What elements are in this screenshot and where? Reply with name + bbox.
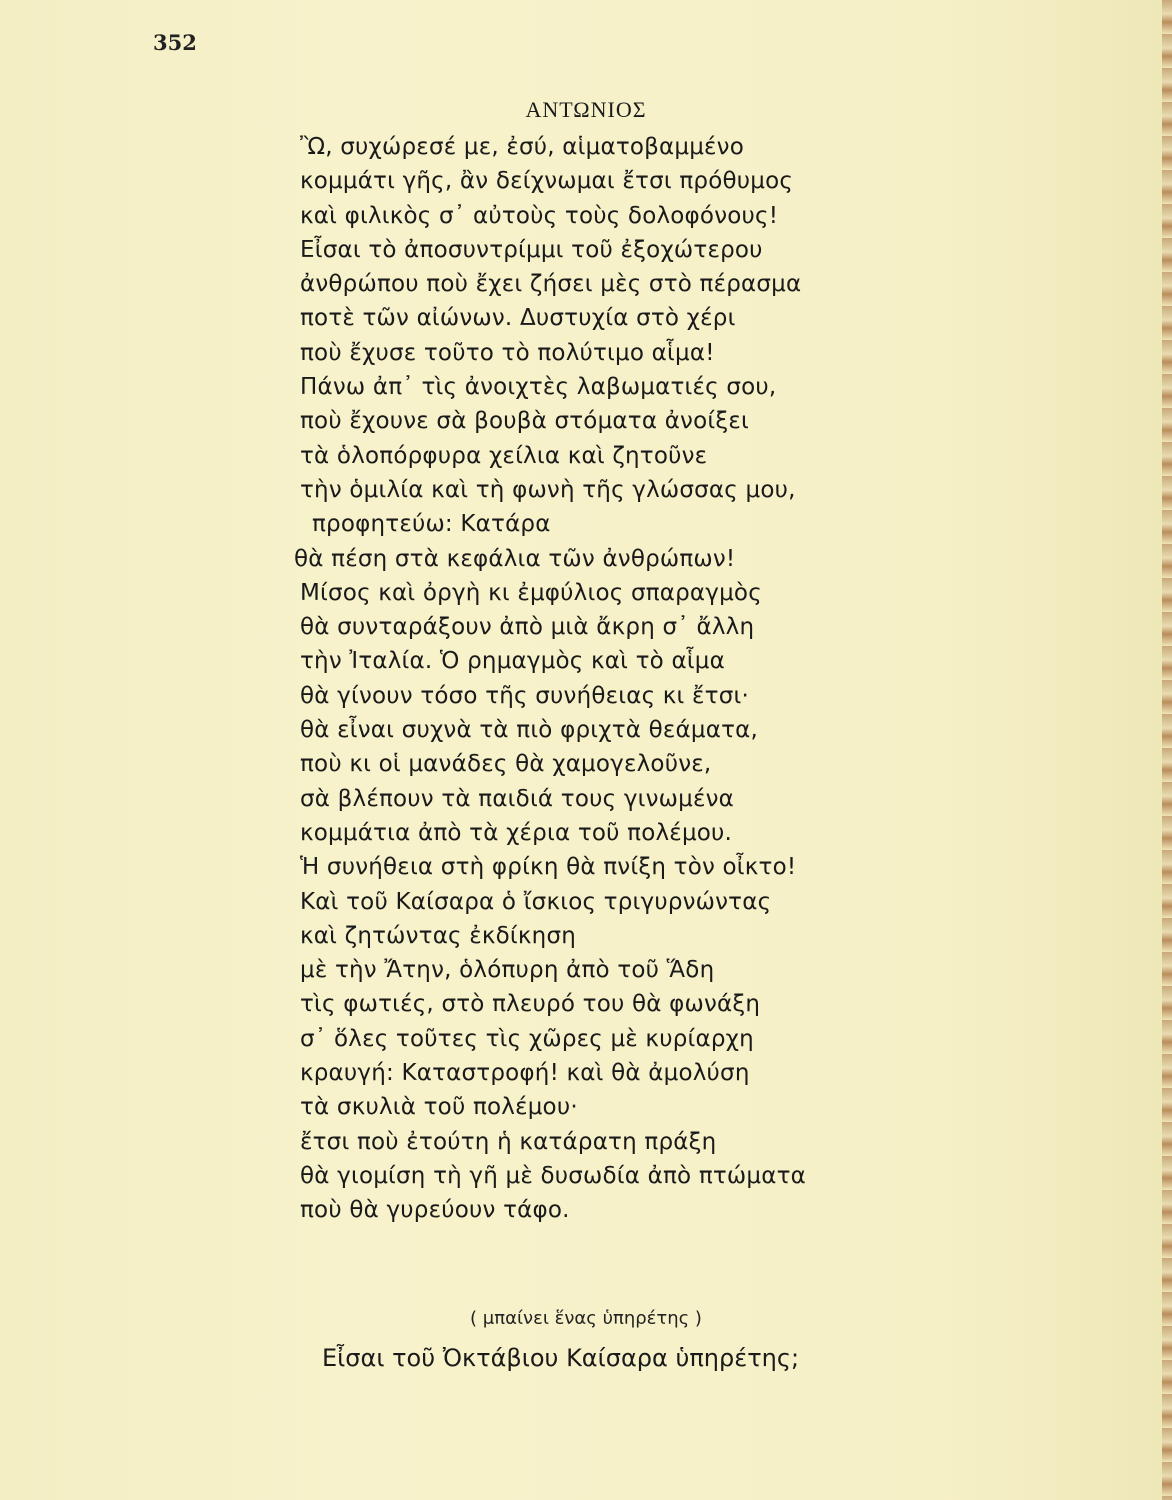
verse-line: θὰ συνταράξουν ἀπὸ μιὰ ἄκρη σ᾽ ἄλλη	[300, 614, 755, 641]
verse-line: θὰ εἶναι συχνὰ τὰ πιὸ φριχτὰ θεάματα,	[300, 717, 759, 744]
verse-line: τὰ σκυλιὰ τοῦ πολέμου·	[300, 1094, 578, 1121]
verse-line: θὰ γιομίση τὴ γῆ μὲ δυσωδία ἀπὸ πτώματα	[300, 1162, 806, 1189]
verse-line: ἔτσι ποὺ ἐτούτη ἡ κατάρατη πράξη	[300, 1128, 717, 1155]
speaker-name: ΑΝΤΩΝΙΟΣ	[525, 97, 647, 122]
page-edge	[1162, 0, 1172, 1500]
verse-line: τὴν Ἰταλία. Ὁ ρημαγμὸς καὶ τὸ αἷμα	[300, 648, 726, 675]
verse-line: Καὶ τοῦ Καίσαρα ὁ ἴσκιος τριγυρνώντας	[300, 888, 772, 915]
verse-line: καὶ ζητώντας ἐκδίκηση	[300, 922, 576, 949]
final-verse-line: Εἶσαι τοῦ Ὀκτάβιου Καίσαρα ὑπηρέτης;	[322, 1344, 800, 1372]
verse-line: τὰ ὁλοπόρφυρα χείλια καὶ ζητοῦνε	[300, 442, 708, 469]
verse-line: Ὢ, συχώρεσέ με, ἐσύ, αἱματοβαμμένο	[300, 134, 745, 160]
verse-line: προφητεύω: Κατάρα	[312, 511, 551, 538]
verse-line: θὰ γίνουν τόσο τῆς συνήθειας κι ἔτσι·	[300, 682, 750, 709]
verse-line: καὶ φιλικὸς σ᾽ αὐτοὺς τοὺς δολοφόνους!	[300, 202, 779, 229]
verse-line: ποὺ θὰ γυρεύουν τάφο.	[300, 1197, 570, 1224]
stage-direction: ( μπαίνει ἕνας ὑπηρέτης )	[470, 1308, 702, 1329]
verse-line: Μίσος καὶ ὀργὴ κι ἐμφύλιος σπαραγμὸς	[300, 579, 762, 606]
verse-line: κομμάτι γῆς, ἂν δείχνωμαι ἔτσι πρόθυμος	[300, 168, 794, 195]
verse-line: τὶς φωτιές, στὸ πλευρό του θὰ φωνάξη	[300, 991, 761, 1018]
verse-block	[294, 130, 940, 1228]
verse-line: μὲ τὴν Ἄτην, ὁλόπυρη ἀπὸ τοῦ Ἅδη	[300, 957, 715, 984]
verse-line: κραυγή: Καταστροφή! καὶ θὰ ἀμολύση	[300, 1060, 750, 1087]
verse-line: ποὺ κι οἱ μανάδες θὰ χαμογελοῦνε,	[300, 751, 712, 778]
page-number: 352	[153, 30, 197, 55]
verse-line: Πάνω ἀπ᾽ τὶς ἀνοιχτὲς λαβωματιές σου,	[300, 374, 777, 401]
verse-line: ἀνθρώπου ποὺ ἔχει ζήσει μὲς στὸ πέρασμα	[300, 271, 802, 298]
verse-line: Ἡ συνήθεια στὴ φρίκη θὰ πνίξη τὸν οἶκτο!	[300, 854, 797, 881]
verse-line: θὰ πέση στὰ κεφάλια τῶν ἀνθρώπων!	[294, 545, 736, 572]
verse-line: Εἶσαι τὸ ἀποσυντρίμμι τοῦ ἐξοχώτερου	[300, 236, 763, 263]
verse-line: σὰ βλέπουν τὰ παιδιά τους γινωμένα	[300, 785, 735, 812]
verse-line: κομμάτια ἀπὸ τὰ χέρια τοῦ πολέμου.	[300, 819, 733, 846]
verse-line: ποὺ ἔχυσε τοῦτο τὸ πολύτιμο αἷμα!	[300, 339, 715, 366]
verse-line: σ᾽ ὅλες τοῦτες τὶς χῶρες μὲ κυρίαρχη	[300, 1025, 754, 1052]
verse-line: ποὺ ἔχουνε σὰ βουβὰ στόματα ἀνοίξει	[300, 408, 749, 435]
verse-line: τὴν ὁμιλία καὶ τὴ φωνὴ τῆς γλώσσας μου,	[300, 476, 796, 503]
verse-line: ποτὲ τῶν αἰώνων. Δυστυχία στὸ χέρι	[300, 305, 736, 332]
